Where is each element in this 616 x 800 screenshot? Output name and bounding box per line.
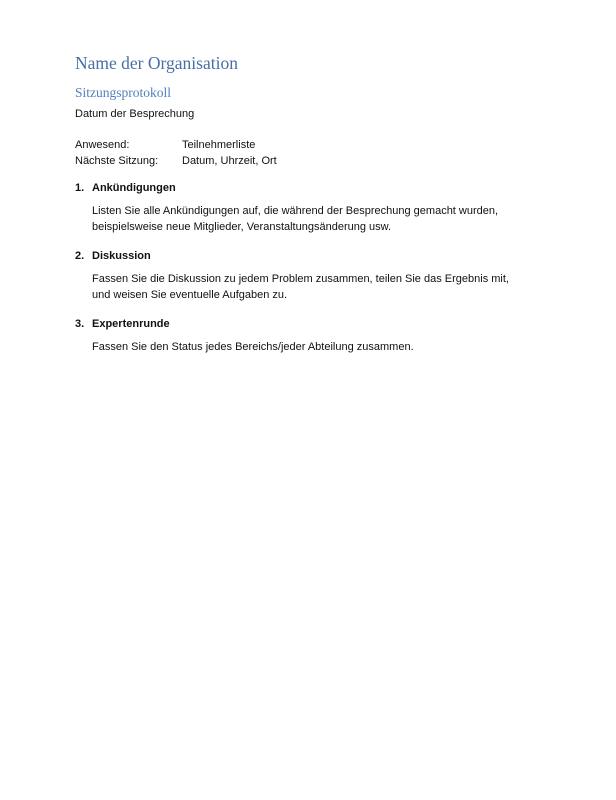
- meeting-date: Datum der Besprechung: [75, 108, 195, 120]
- section-expert-round: [75, 317, 576, 355]
- section-title: Ankündigungen: [92, 182, 176, 194]
- meta-label: Anwesend:: [75, 139, 130, 151]
- meeting-meta: [75, 137, 576, 169]
- section-heading: [75, 181, 576, 195]
- section-announcements: [75, 181, 576, 235]
- section-number: 1.: [75, 182, 85, 194]
- agenda-sections: [75, 181, 576, 355]
- meta-row-attendees: [75, 137, 576, 153]
- meta-value: Datum, Uhrzeit, Ort: [182, 155, 277, 167]
- meta-row-next-meeting: [75, 153, 576, 169]
- section-number: 3.: [75, 318, 85, 330]
- section-heading: [75, 249, 576, 263]
- section-title: Expertenrunde: [92, 318, 170, 330]
- organization-name: Name der Organisation: [75, 53, 238, 73]
- meta-value: Teilnehmerliste: [182, 139, 256, 151]
- section-number: 2.: [75, 250, 85, 262]
- section-title: Diskussion: [92, 250, 151, 262]
- section-body: Fassen Sie die Diskussion zu jedem Problem zusammen, teilen Sie das Ergebnis mit, und weisen Sie eventuelle Aufgaben zu.: [92, 273, 509, 301]
- section-discussion: [75, 249, 576, 303]
- section-body: Fassen Sie den Status jedes Bereichs/jeder Abteilung zusammen.: [92, 341, 414, 353]
- meta-label: Nächste Sitzung:: [75, 155, 159, 167]
- section-body: Listen Sie alle Ankündigungen auf, die während der Besprechung gemacht wurden, beispielsweise neue Mitglieder, Veranstaltungsänderung usw.: [92, 205, 499, 233]
- document-title: Sitzungsprotokoll: [75, 85, 172, 100]
- section-heading: [75, 317, 576, 331]
